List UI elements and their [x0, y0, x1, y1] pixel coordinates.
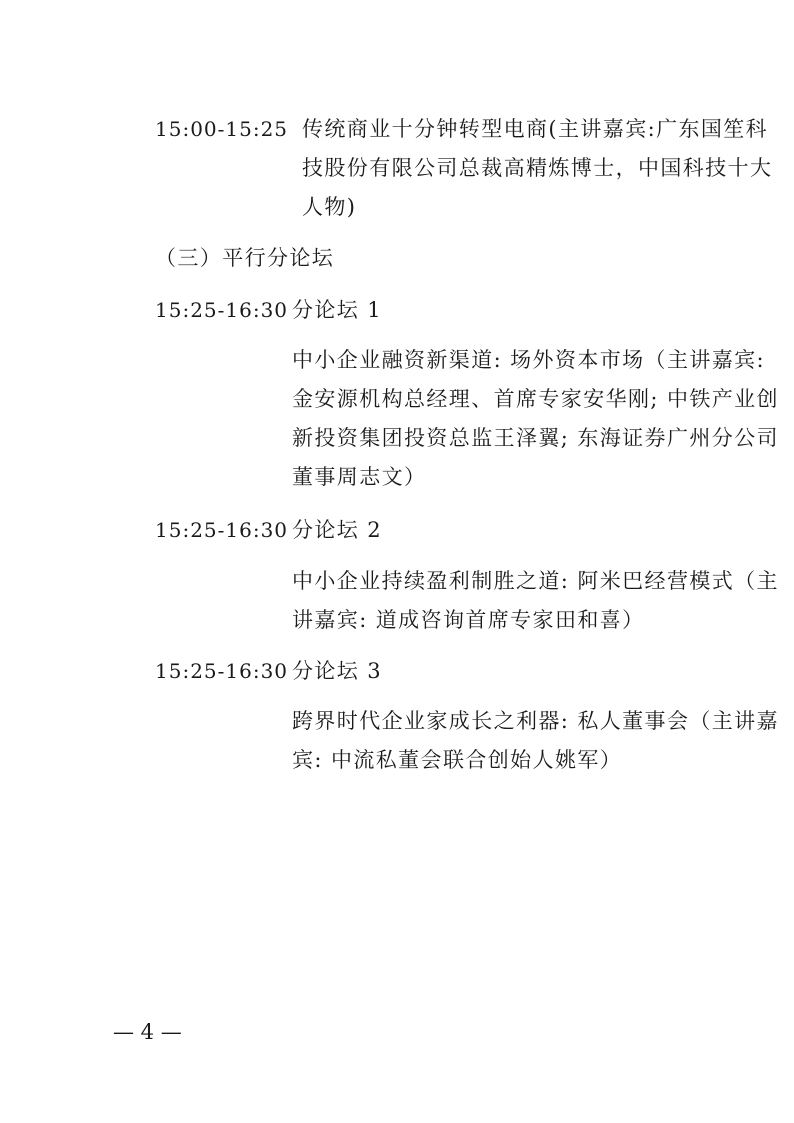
agenda-item-1-line-3: 人物) — [302, 195, 357, 219]
forum-3-time: 15:25-16:30 — [155, 659, 289, 683]
forum-2-time: 15:25-16:30 — [155, 518, 289, 542]
forum-3-line-1: 跨界时代企业家成长之利器: 私人董事会（主讲嘉 — [292, 709, 779, 733]
forum-2-line-1: 中小企业持续盈利制胜之道: 阿米巴经营模式（主 — [292, 569, 779, 593]
forum-1-line-4: 董事周志文） — [292, 465, 427, 489]
forum-1-line-2: 金安源机构总经理、首席专家安华刚; 中铁产业创 — [292, 387, 779, 411]
agenda-item-1-line-2: 技股份有限公司总裁高精炼博士，中国科技十大 — [302, 156, 773, 180]
page-number: — 4 — — [113, 1020, 182, 1044]
forum-3-line-2: 宾: 中流私董会联合创始人姚军） — [292, 748, 623, 772]
forum-2-line-2: 讲嘉宾: 道成咨询首席专家田和喜） — [292, 608, 645, 632]
forum-1-name: 分论坛 1 — [292, 298, 383, 322]
agenda-item-1-time: 15:00-15:25 — [155, 117, 289, 141]
forum-3-name: 分论坛 3 — [292, 659, 383, 683]
agenda-item-1-line-1: 传统商业十分钟转型电商(主讲嘉宾:广东国笙科 — [302, 117, 769, 141]
forum-1-line-3: 新投资集团投资总监王泽翼; 东海证券广州分公司 — [292, 426, 779, 450]
forum-1-line-1: 中小企业融资新渠道: 场外资本市场（主讲嘉宾: — [292, 348, 766, 372]
forum-2-name: 分论坛 2 — [292, 518, 383, 542]
section-heading: （三）平行分论坛 — [155, 246, 335, 270]
forum-1-time: 15:25-16:30 — [155, 298, 289, 322]
